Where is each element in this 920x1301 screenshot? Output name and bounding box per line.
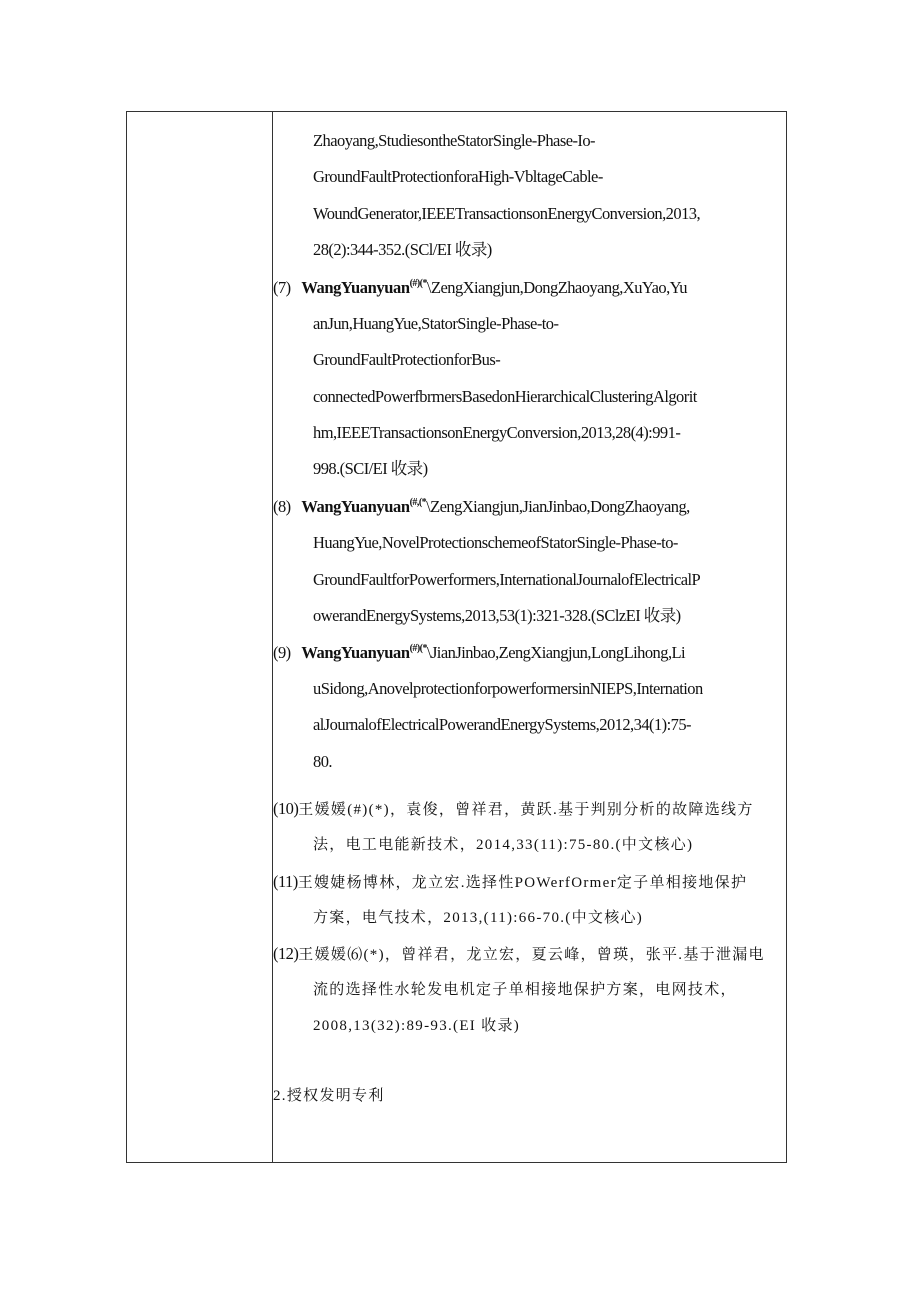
author-mark: (#,(* <box>409 497 427 508</box>
ref-line: GroundFaultforPowerformers,InternationalJournalofElectricalP <box>313 570 701 589</box>
ref-line: HuangYue,NovelProtectionschemeofStatorSingle-Phase-to- <box>313 533 678 552</box>
ref-line: anJun,HuangYue,StatorSingle-Phase-to- <box>313 314 559 333</box>
ref-line: WoundGenerator,IEEETransactionsonEnergyConversion,2013, <box>313 204 701 223</box>
section-heading: 2.授权发明专利 <box>273 1088 385 1104</box>
ref-number: (12) <box>273 944 299 963</box>
ref-line: 方案，电气技术，2013,(11):66-70.(中文核心) <box>313 910 644 926</box>
author-name: WangYuanyuan <box>301 278 410 297</box>
ref-line: GroundFaultProtectionforBus- <box>313 350 501 369</box>
ref-line: Zhaoyang,StudiesontheStatorSingle-Phase-Io- <box>313 131 596 150</box>
author-mark: (#)(* <box>409 278 427 289</box>
ref-text: \ZengXiangjun,DongZhaoyang,XuYao,Yu <box>426 278 687 297</box>
ref-text: \JianJinbao,ZengXiangjun,LongLihong,Li <box>426 643 686 662</box>
author-name: WangYuanyuan <box>301 643 410 662</box>
ref-text: 王嫂婕杨博林，龙立宏.选择性POWerfOrmer定子单相接地保护 <box>297 875 748 891</box>
ref-line: 998.(SCI/EI 收录) <box>313 459 428 478</box>
ref-line: owerandEnergySystems,2013,53(1):321-328.(SClzEI 收录) <box>313 606 681 625</box>
ref-number: (7) <box>273 278 291 297</box>
ref-7 <box>273 278 687 298</box>
ref-text: 王媛媛⑹(*)，曾祥君，龙立宏，夏云峰，曾瑛，张平.基于泄漏电 <box>298 947 765 963</box>
ref-line: connectedPowerfbrmersBasedonHierarchicalClusteringAlgorit <box>313 387 697 406</box>
ref-8 <box>273 497 690 517</box>
ref-12 <box>273 944 765 965</box>
author-name: WangYuanyuan <box>301 497 410 516</box>
label-column <box>127 112 273 1162</box>
ref-number: (8) <box>273 497 291 516</box>
ref-9 <box>273 643 685 663</box>
ref-number: (11) <box>273 872 298 891</box>
ref-line: 流的选择性水轮发电机定子单相接地保护方案，电网技术， <box>313 982 737 998</box>
ref-line: GroundFaultProtectionforaHigh-VbltageCable- <box>313 167 603 186</box>
ref-line: 28(2):344-352.(SCl/EI 收录) <box>313 240 492 259</box>
ref-number: (10) <box>273 799 299 818</box>
ref-line: hm,IEEETransactionsonEnergyConversion,2013,28(4):991- <box>313 423 681 442</box>
ref-line: 2008,13(32):89-93.(EI 收录) <box>313 1018 521 1034</box>
ref-line: uSidong,AnovelprotectionforpowerformersinNIEPS,Internation <box>313 679 703 698</box>
content-column <box>273 112 786 1162</box>
ref-line: 80. <box>313 752 332 771</box>
achievement-table <box>126 111 787 1163</box>
ref-text: 王媛媛(#)(*)，袁俊，曾祥君，黄跃.基于判别分析的故障选线方 <box>298 802 754 818</box>
ref-number: (9) <box>273 643 291 662</box>
ref-line: 法，电工电能新技术，2014,33(11):75-80.(中文核心) <box>313 837 694 853</box>
ref-10 <box>273 799 754 820</box>
ref-line: alJournalofElectricalPowerandEnergySystems,2012,34(1):75- <box>313 715 691 734</box>
ref-text: \ZengXiangjun,JianJinbao,DongZhaoyang, <box>426 497 690 516</box>
author-mark: (#)(* <box>409 643 427 654</box>
ref-11 <box>273 872 747 893</box>
